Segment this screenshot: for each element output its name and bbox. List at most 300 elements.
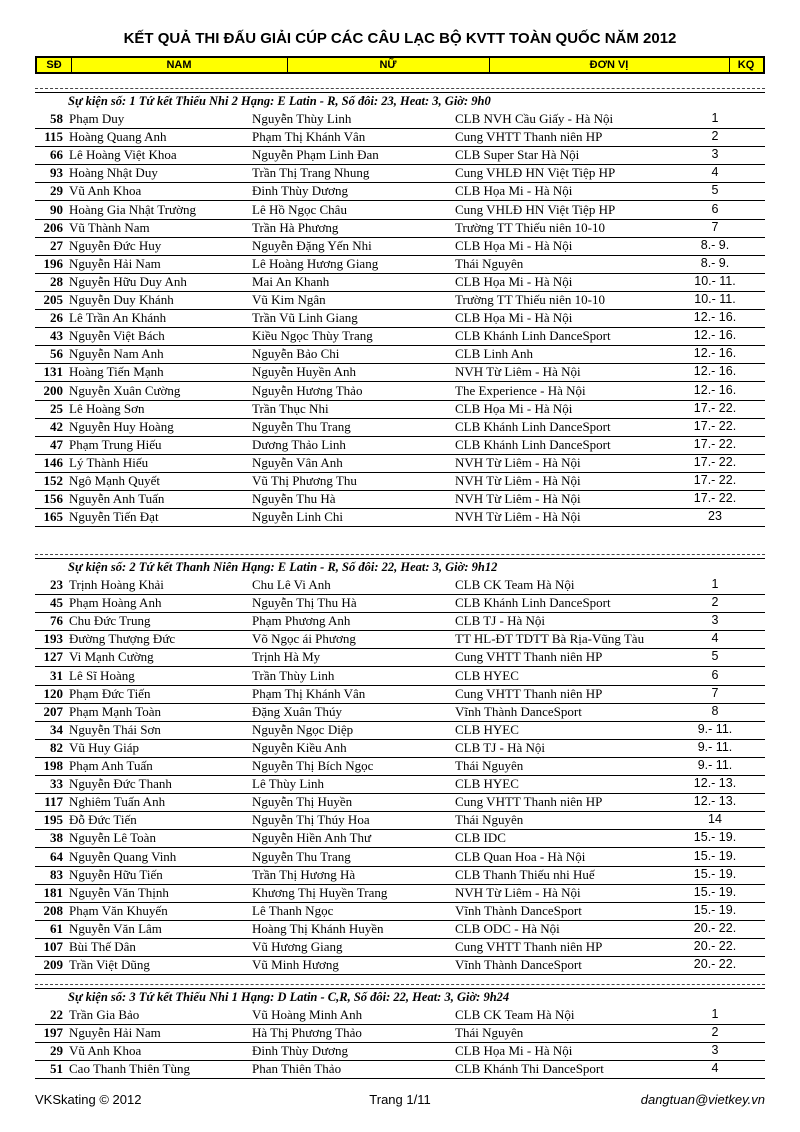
row-male-name: Nguyễn Lê Toàn [69, 830, 156, 846]
row-club: CLB Super Star Hà Nội [455, 147, 580, 163]
row-female-name: Nguyễn Đặng Yến Nhi [252, 237, 372, 253]
row-club: CLB Khánh Linh DanceSport [455, 436, 611, 452]
row-club: CLB TJ - Hà Nội [455, 613, 546, 629]
row-male-name: Trần Việt Dũng [69, 957, 150, 973]
row-sd: 61 [50, 920, 63, 936]
row-sd: 120 [43, 685, 63, 701]
row-female-name: Trần Thùy Linh [252, 667, 335, 683]
row-female-name: Hà Thị Phương Thảo [252, 1025, 362, 1041]
row-sd: 31 [50, 667, 63, 683]
row-sd: 205 [43, 292, 63, 307]
row-female-name: Lê Thanh Ngọc [252, 902, 334, 918]
row-club: CLB Họa Mi - Hà Nội [455, 400, 573, 416]
row-club: Cung VHTT Thanh niên HP [455, 129, 603, 145]
row-male-name: Vũ Anh Khoa [69, 1043, 142, 1059]
row-result: 8.- 9. [700, 255, 730, 270]
row-male-name: Bùi Thế Dân [69, 939, 136, 954]
table-row [35, 594, 765, 613]
row-female-name: Hoàng Thị Khánh Huyền [252, 920, 384, 936]
row-sd: 146 [43, 454, 63, 470]
row-result: 2 [711, 1025, 719, 1040]
row-result: 3 [711, 1043, 719, 1058]
table-row [35, 811, 765, 830]
row-club: The Experience - Hà Nội [455, 382, 586, 398]
table-row [35, 757, 765, 776]
row-club: CLB Họa Mi - Hà Nội [455, 183, 573, 199]
row-sd: 64 [50, 848, 63, 864]
row-female-name: Trịnh Hà My [252, 649, 321, 665]
row-result: 23 [708, 509, 722, 524]
table-row [35, 920, 765, 939]
row-male-name: Phạm Mạnh Toàn [69, 703, 162, 719]
table-row [35, 793, 765, 812]
table-row [35, 685, 765, 704]
row-male-name: Hoàng Tiến Mạnh [69, 364, 164, 380]
row-result: 4 [711, 165, 719, 180]
row-female-name: Đặng Xuân Thúy [252, 703, 343, 719]
row-male-name: Nguyễn Hải Nam [69, 1025, 161, 1041]
row-male-name: Nguyễn Văn Lâm [69, 920, 162, 936]
row-sd: 58 [50, 111, 63, 126]
row-result: 2 [711, 595, 719, 610]
row-result: 17.- 22. [693, 436, 737, 451]
table-row [35, 327, 765, 346]
table-row [35, 739, 765, 758]
event-heading: Sự kiện số: 2 Tứ kết Thanh Niên Hạng: E Latin - R, Số đôi: 22, Heat: 3, Giờ: 9h12 [68, 560, 498, 574]
table-row [35, 237, 765, 256]
table-row [35, 956, 765, 975]
row-male-name: Phạm Hoàng Anh [69, 595, 162, 611]
row-result: 3 [711, 147, 719, 162]
row-sd: 28 [50, 273, 63, 289]
row-female-name: Trần Thị Trang Nhung [252, 165, 370, 181]
table-row [35, 1006, 765, 1025]
row-result: 12.- 16. [693, 346, 737, 361]
row-club: Trường TT Thiếu niên 10-10 [455, 219, 605, 235]
header-kq: KQ [737, 59, 755, 71]
row-result: 8.- 9. [700, 237, 730, 252]
row-club: Thái Nguyên [455, 1025, 524, 1041]
table-row [35, 1042, 765, 1061]
table-row [35, 884, 765, 903]
table-row [35, 182, 765, 201]
row-female-name: Nguyễn Thu Hà [252, 491, 336, 507]
table-row [35, 490, 765, 509]
row-female-name: Nguyễn Kiều Anh [252, 739, 347, 755]
row-sd: 209 [43, 957, 63, 973]
row-male-name: Nguyễn Xuân Cường [69, 382, 181, 398]
row-male-name: Ngô Mạnh Quyết [69, 473, 160, 488]
row-sd: 38 [50, 830, 63, 846]
row-male-name: Nghiêm Tuấn Anh [69, 794, 166, 810]
row-club: NVH Từ Liêm - Hà Nội [455, 473, 581, 488]
table-row [35, 829, 765, 848]
row-club: Vĩnh Thành DanceSport [455, 703, 582, 719]
row-result: 6 [711, 667, 719, 682]
row-result: 4 [711, 1061, 719, 1076]
row-result: 5 [711, 183, 719, 198]
row-male-name: Nguyễn Văn Thịnh [69, 884, 169, 900]
row-male-name: Lê Sĩ Hoàng [69, 667, 135, 683]
row-sd: 43 [50, 328, 63, 344]
footer-page-number: Trang 1/11 [369, 1092, 431, 1107]
row-male-name: Trần Gia Bảo [69, 1007, 140, 1022]
row-sd: 34 [50, 721, 63, 737]
row-result: 9.- 11. [697, 721, 733, 736]
row-sd: 156 [43, 491, 63, 507]
table-row [35, 667, 765, 686]
table-row [35, 219, 765, 238]
row-male-name: Hoàng Nhật Duy [69, 165, 158, 181]
row-club: CLB CK Team Hà Nội [455, 577, 575, 592]
row-club: CLB Thanh Thiếu nhi Huế [455, 866, 595, 882]
row-club: Vĩnh Thành DanceSport [455, 902, 582, 918]
row-result: 12.- 16. [693, 382, 737, 397]
row-club: CLB TJ - Hà Nội [455, 739, 546, 755]
row-female-name: Nguyễn Thùy Linh [252, 111, 352, 126]
row-club: CLB Linh Anh [455, 346, 534, 362]
row-female-name: Vũ Minh Hương [252, 957, 339, 973]
row-sd: 33 [50, 776, 63, 792]
row-result: 5 [711, 649, 719, 664]
row-male-name: Lê Hoàng Việt Khoa [69, 147, 177, 163]
row-result: 17.- 22. [693, 454, 737, 469]
row-female-name: Nguyễn Ngọc Diệp [252, 721, 354, 737]
row-club: Thái Nguyên [455, 255, 524, 271]
row-female-name: Trần Thục Nhi [252, 400, 329, 416]
row-female-name: Chu Lê Vi Anh [252, 577, 331, 592]
row-club: CLB Khánh Linh DanceSport [455, 595, 611, 611]
row-female-name: Mai An Khanh [252, 273, 330, 289]
row-female-name: Nguyễn Phạm Linh Đan [252, 147, 379, 163]
row-male-name: Vũ Huy Giáp [69, 739, 140, 755]
row-sd: 90 [50, 201, 63, 217]
row-female-name: Phan Thiên Thảo [252, 1061, 342, 1077]
row-male-name: Nguyễn Hải Nam [69, 255, 161, 271]
row-club: CLB Khánh Linh DanceSport [455, 418, 611, 434]
row-female-name: Nguyễn Thị Bích Ngọc [252, 758, 374, 773]
row-male-name: Vũ Anh Khoa [69, 183, 142, 199]
row-club: NVH Từ Liêm - Hà Nội [455, 454, 581, 470]
row-result: 15.- 19. [693, 902, 737, 917]
row-sd: 45 [50, 595, 63, 611]
table-row [35, 345, 765, 364]
row-sd: 107 [43, 939, 63, 954]
row-club: CLB CK Team Hà Nội [455, 1007, 575, 1022]
row-result: 12.- 16. [693, 310, 737, 325]
row-female-name: Lê Thùy Linh [252, 776, 324, 792]
row-male-name: Hoàng Gia Nhật Trường [69, 201, 196, 217]
row-result: 12.- 13. [693, 794, 737, 809]
row-result: 12.- 13. [693, 776, 737, 791]
row-club: NVH Từ Liêm - Hà Nội [455, 884, 581, 900]
row-club: TT HL-ĐT TDTT Bà Rịa-Vũng Tàu [455, 631, 645, 647]
row-result: 1 [711, 577, 719, 591]
event-separator [35, 554, 765, 555]
row-male-name: Phạm Duy [69, 111, 125, 126]
table-row [35, 110, 765, 129]
row-result: 15.- 19. [693, 848, 737, 863]
table-row [35, 848, 765, 867]
row-result: 6 [711, 201, 719, 216]
row-sd: 83 [50, 866, 63, 882]
table-header [35, 56, 765, 74]
row-sd: 82 [50, 739, 63, 755]
row-result: 20.- 22. [693, 957, 737, 972]
row-female-name: Đinh Thùy Dương [252, 183, 349, 199]
row-club: Thái Nguyên [455, 812, 524, 828]
row-female-name: Lê Hoàng Hương Giang [252, 255, 379, 271]
document-title: KẾT QUẢ THI ĐẤU GIẢI CÚP CÁC CÂU LẠC BỘ KVTT TOÀN QUỐC NĂM 2012 [123, 30, 677, 47]
row-club: Thái Nguyên [455, 758, 524, 773]
row-female-name: Vũ Kim Ngân [252, 292, 326, 307]
row-male-name: Nguyễn Hữu Duy Anh [69, 273, 187, 289]
row-result: 15.- 19. [693, 866, 737, 881]
row-club: CLB ODC - Hà Nội [455, 920, 560, 936]
row-club: Cung VHTT Thanh niên HP [455, 685, 603, 701]
row-club: CLB Khánh Thi DanceSport [455, 1061, 604, 1077]
row-result: 17.- 22. [693, 491, 737, 506]
row-result: 17.- 22. [693, 473, 737, 487]
table-row [35, 255, 765, 274]
row-club: Cung VHLĐ HN Việt Tiệp HP [455, 201, 616, 217]
row-result: 9.- 11. [697, 739, 733, 754]
table-row [35, 273, 765, 292]
row-female-name: Trần Vũ Linh Giang [252, 310, 358, 326]
header-sd: SĐ [37, 58, 72, 72]
table-row [35, 164, 765, 183]
row-sd: 208 [43, 902, 63, 918]
row-result: 17.- 22. [693, 418, 737, 433]
row-male-name: Nguyễn Quang Vinh [69, 848, 177, 864]
row-sd: 117 [44, 794, 63, 810]
row-female-name: Vũ Hoàng Minh Anh [252, 1007, 363, 1022]
row-result: 7 [711, 219, 719, 234]
row-result: 2 [711, 129, 719, 144]
row-female-name: Vũ Thị Phương Thu [252, 473, 357, 488]
row-female-name: Phạm Thị Khánh Vân [252, 129, 366, 145]
row-club: Vĩnh Thành DanceSport [455, 957, 582, 973]
row-sd: 22 [50, 1007, 63, 1022]
row-male-name: Nguyễn Anh Tuấn [69, 491, 165, 507]
row-sd: 115 [44, 129, 63, 145]
table-row [35, 508, 765, 527]
event-heading: Sự kiện số: 1 Tứ kết Thiếu Nhi 2 Hạng: E Latin - R, Số đôi: 23, Heat: 3, Giờ: 9h0 [68, 94, 491, 108]
row-male-name: Phạm Đức Tiến [69, 685, 151, 701]
table-row [35, 363, 765, 382]
row-female-name: Nguyễn Huyền Anh [252, 364, 356, 380]
row-male-name: Nguyễn Đức Thanh [69, 776, 172, 792]
row-club: CLB Họa Mi - Hà Nội [455, 1043, 573, 1059]
row-female-name: Phạm Phương Anh [252, 613, 351, 629]
row-result: 3 [711, 613, 719, 628]
table-row [35, 454, 765, 473]
row-sd: 195 [43, 812, 63, 828]
row-male-name: Phạm Văn Khuyến [69, 902, 168, 918]
row-female-name: Dương Thảo Linh [252, 436, 346, 452]
row-club: CLB HYEC [455, 721, 519, 737]
row-result: 7 [711, 685, 719, 700]
row-result: 12.- 16. [693, 364, 737, 379]
row-female-name: Nguyễn Thị Thúy Hoa [252, 812, 370, 828]
row-male-name: Lê Hoàng Sơn [69, 400, 145, 416]
row-male-name: Đường Thượng Đức [69, 631, 176, 647]
row-sd: 27 [50, 237, 63, 253]
row-sd: 42 [50, 418, 63, 434]
row-sd: 29 [50, 183, 63, 199]
row-result: 4 [711, 631, 719, 646]
row-male-name: Chu Đức Trung [69, 613, 151, 629]
row-female-name: Trần Thị Hương Hà [252, 866, 356, 882]
row-male-name: Nguyễn Việt Bách [69, 328, 165, 344]
row-sd: 76 [50, 613, 63, 629]
table-row [35, 201, 765, 220]
row-club: CLB HYEC [455, 667, 519, 683]
row-club: NVH Từ Liêm - Hà Nội [455, 491, 581, 507]
row-male-name: Nguyễn Nam Anh [69, 346, 164, 362]
table-row [35, 309, 765, 328]
event-heading: Sự kiện số: 3 Tứ kết Thiếu Nhi 1 Hạng: D Latin - C,R, Số đôi: 22, Heat: 3, Giờ: 9h24 [68, 990, 510, 1004]
row-male-name: Phạm Trung Hiếu [69, 436, 162, 452]
row-club: CLB Họa Mi - Hà Nội [455, 273, 573, 289]
row-club: Trường TT Thiếu niên 10-10 [455, 292, 605, 307]
row-male-name: Nguyễn Hữu Tiến [69, 866, 163, 882]
row-result: 10.- 11. [694, 292, 736, 306]
row-male-name: Nguyễn Huy Hoàng [69, 418, 174, 434]
row-sd: 66 [50, 147, 63, 163]
row-male-name: Lý Thành Hiếu [69, 454, 149, 470]
event-separator [35, 984, 765, 985]
row-female-name: Lê Hồ Ngọc Châu [252, 201, 347, 217]
row-club: NVH Từ Liêm - Hà Nội [455, 509, 581, 525]
row-female-name: Khương Thị Huyền Trang [252, 884, 388, 900]
header-nu: NỮ [287, 58, 490, 72]
row-sd: 56 [50, 346, 63, 362]
row-sd: 193 [43, 631, 63, 647]
table-row [35, 630, 765, 649]
row-male-name: Vi Mạnh Cường [69, 649, 154, 665]
row-sd: 200 [43, 382, 63, 398]
table-row [35, 576, 765, 595]
row-female-name: Nguyễn Thu Trang [252, 848, 351, 864]
row-sd: 196 [43, 255, 63, 271]
row-sd: 197 [43, 1025, 63, 1041]
row-club: CLB HYEC [455, 776, 519, 792]
row-male-name: Đỗ Đức Tiến [69, 812, 137, 828]
row-sd: 165 [43, 509, 63, 525]
table-row [35, 1060, 765, 1079]
row-male-name: Lê Trần An Khánh [69, 310, 167, 326]
row-female-name: Nguyễn Thu Trang [252, 418, 351, 434]
table-row [35, 648, 765, 667]
row-sd: 207 [43, 703, 63, 719]
table-row [35, 128, 765, 147]
table-row [35, 902, 765, 921]
table-row [35, 400, 765, 419]
row-result: 12.- 16. [693, 328, 737, 343]
row-result: 9.- 11. [697, 758, 733, 772]
table-row [35, 436, 765, 455]
row-sd: 127 [43, 649, 63, 665]
row-sd: 152 [43, 473, 63, 488]
header-donvi: ĐƠN VỊ [489, 58, 730, 72]
row-male-name: Nguyễn Tiến Đạt [69, 509, 159, 525]
row-sd: 29 [50, 1043, 63, 1059]
row-female-name: Phạm Thị Khánh Vân [252, 685, 366, 701]
table-row [35, 612, 765, 631]
row-sd: 25 [50, 400, 63, 416]
row-sd: 131 [43, 364, 63, 380]
table-row [35, 1024, 765, 1043]
row-club: CLB Họa Mi - Hà Nội [455, 310, 573, 326]
row-result: 10.- 11. [694, 273, 736, 288]
row-club: CLB NVH Cầu Giấy - Hà Nội [455, 111, 614, 126]
row-result: 1 [711, 111, 719, 125]
row-female-name: Nguyễn Linh Chi [252, 509, 343, 525]
row-result: 8 [711, 703, 719, 718]
row-sd: 26 [50, 310, 63, 326]
row-club: CLB Quan Hoa - Hà Nội [455, 848, 586, 864]
row-club: Cung VHTT Thanh niên HP [455, 794, 603, 810]
row-sd: 23 [50, 577, 63, 592]
row-result: 20.- 22. [693, 920, 737, 935]
row-female-name: Kiều Ngọc Thùy Trang [252, 328, 373, 344]
row-sd: 206 [43, 219, 63, 235]
table-row [35, 866, 765, 885]
row-male-name: Nguyễn Đức Huy [69, 237, 162, 253]
row-result: 15.- 19. [693, 884, 737, 899]
row-male-name: Nguyễn Duy Khánh [69, 292, 174, 307]
footer-copyright: VKSkating © 2012 [35, 1092, 142, 1107]
row-club: Cung VHTT Thanh niên HP [455, 939, 603, 954]
row-result: 15.- 19. [693, 830, 737, 845]
row-club: Cung VHLĐ HN Việt Tiệp HP [455, 165, 616, 181]
table-row [35, 146, 765, 165]
row-female-name: Nguyễn Bảo Chi [252, 346, 340, 362]
row-female-name: Vũ Hương Giang [252, 939, 343, 954]
row-club: NVH Từ Liêm - Hà Nội [455, 364, 581, 380]
table-row [35, 472, 765, 491]
row-male-name: Vũ Thành Nam [69, 219, 150, 235]
row-male-name: Trịnh Hoàng Khải [69, 577, 164, 592]
row-club: CLB Họa Mi - Hà Nội [455, 237, 573, 253]
row-club: Cung VHTT Thanh niên HP [455, 649, 603, 665]
row-club: CLB Khánh Linh DanceSport [455, 328, 611, 344]
event-separator [35, 88, 765, 89]
row-female-name: Võ Ngọc ái Phương [252, 631, 356, 647]
header-nam: NAM [71, 58, 288, 72]
row-result: 17.- 22. [693, 400, 737, 415]
footer-email: dangtuan@vietkey.vn [640, 1092, 765, 1107]
table-row [35, 382, 765, 401]
row-female-name: Nguyễn Hiền Anh Thư [252, 830, 372, 846]
row-male-name: Nguyễn Thái Sơn [69, 721, 161, 737]
table-row [35, 291, 765, 310]
table-row [35, 721, 765, 740]
table-row [35, 938, 765, 957]
row-male-name: Hoàng Quang Anh [69, 129, 167, 145]
row-result: 1 [711, 1007, 719, 1021]
table-row [35, 775, 765, 794]
row-male-name: Phạm Anh Tuấn [69, 758, 153, 773]
row-sd: 51 [50, 1061, 63, 1077]
row-club: CLB IDC [455, 830, 506, 846]
row-result: 20.- 22. [693, 939, 737, 953]
row-sd: 198 [43, 758, 63, 773]
row-female-name: Đinh Thùy Dương [252, 1043, 349, 1059]
row-sd: 181 [43, 884, 63, 900]
row-female-name: Trần Hà Phương [252, 219, 339, 235]
